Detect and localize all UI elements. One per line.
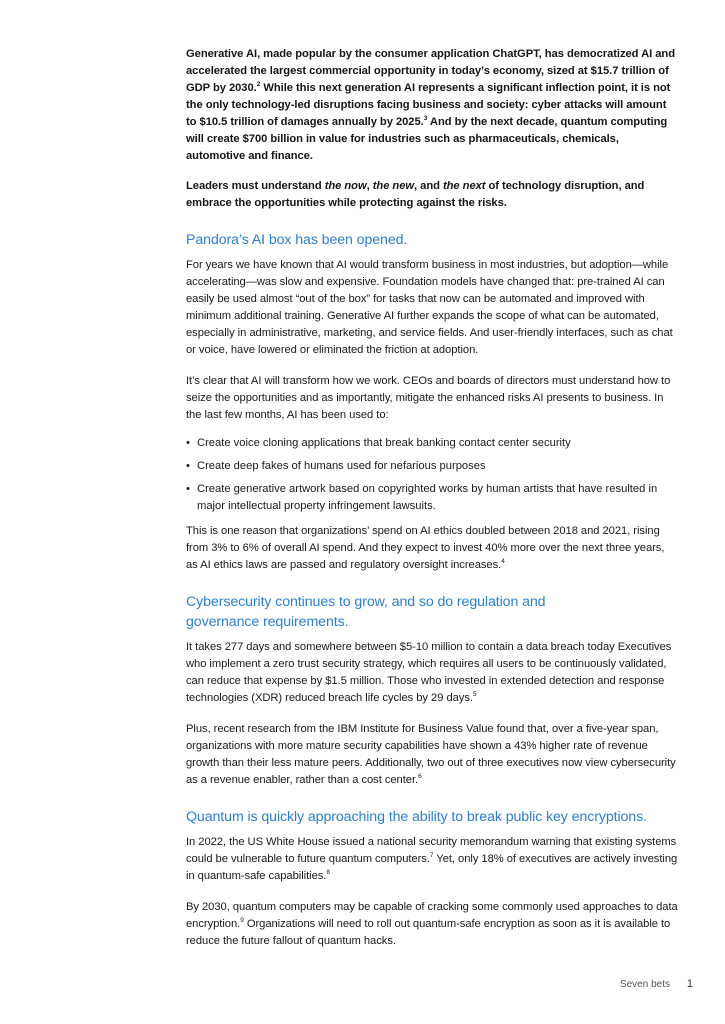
section-cyber-paragraph-1: It takes 277 days and somewhere between $5-10 million to contain a data breach today Executives who implement a zero trust security strategy, which requires all users to be continuously validated, can reduce that expense by $1.5 million. Those who invested in extended detection and response technologies (XDR) reduced breach life cycles by 29 days.$^5$ (186, 641, 672, 704)
list-item: • Create voice cloning applications that break banking contact center security (186, 435, 678, 452)
intro (186, 46, 678, 212)
document-page (186, 46, 678, 950)
footnote-ref[interactable]: 4 (501, 558, 505, 565)
list-item: • Create generative artwork based on copyrighted works by human artists that have resulted in major intellectual property infringement lawsuits. (186, 481, 678, 515)
section-ai-paragraph-2: It’s clear that AI will transform how we work. CEOs and boards of directors must understand how to seize the opportunities and as importantly, mitigate the enhanced risks AI presents to business. In the last few months, AI has been used to: (186, 375, 671, 421)
ai-uses-list (186, 435, 678, 515)
footnote-ref[interactable]: 3 (423, 115, 428, 122)
section-ai-paragraph-1: For years we have known that AI would transform business in most industries, but adoption—while accelerating—was slow and expensive. Foundation models have changed that: pre-trained AI can easily be used almost “out of the box” for tasks that now can be automated and improved with minimum additional training. Generative AI further expands the scope of what can be automated, especially in administrative, marketing, and service fields. And user-friendly interfaces, such as chat or voice, have lowered or eliminated the friction at adoption. (186, 259, 673, 356)
intro-paragraph-1: Generative AI, made popular by the consumer application ChatGPT, has democratized AI and accelerated the largest commercial opportunity in today’s economy, sized at $15.7 trillion of GDP by 2030.$^2$ While this next generation AI represents a significant inflection point, it is not the only technology-led disruptions facing business and society: cyber attacks will amount to $10.5 trillion of damages annually by 2025.$^3$ And by the next decade, quantum computing will create $700 billion in value for industries such as pharmaceuticals, chemicals, automotive and finance. (186, 48, 675, 162)
page-footer (0, 979, 725, 995)
section-heading-ai: Pandora’s AI box has been opened. (186, 232, 408, 248)
footnote-ref[interactable]: 8 (326, 869, 330, 876)
page-number: 1 (686, 978, 693, 990)
intro-paragraph-2: Leaders must understand the now, the new, and the next of technology disruption, and embrace the opportunities while protecting against the risks. (186, 180, 645, 209)
footnote-ref[interactable]: 7 (429, 852, 434, 859)
footer-label: Seven bets (619, 979, 670, 990)
section-heading-cybersecurity: Cybersecurity continues to grow, and so do regulation and governance requirements. (186, 594, 546, 630)
footnote-ref[interactable]: 9 (240, 917, 244, 924)
section-ai-paragraph-3: This is one reason that organizations’ spend on AI ethics doubled between 2018 and 2021, rising from 3% to 6% of overall AI spend. And they expect to invest 40% more over the next three years, as AI ethics laws are passed and regulatory oversight increases.$^4$ (186, 525, 665, 571)
footnote-ref[interactable]: 2 (256, 81, 261, 88)
section-cyber-paragraph-2: Plus, recent research from the IBM Institute for Business Value found that, over a five-year span, organizations with more mature security capabilities have shown a 43% higher rate of revenue growth than their less mature peers. Additionally, two out of three executives now view cybersecurity as a revenue enabler, rather than a cost center.$^6$ (186, 723, 676, 786)
list-item: • Create deep fakes of humans used for nefarious purposes (186, 458, 678, 475)
footnote-ref[interactable]: 6 (418, 773, 422, 780)
footnote-ref[interactable]: 5 (472, 691, 477, 698)
section-heading-quantum: Quantum is quickly approaching the ability to break public key encryptions. (186, 809, 647, 825)
section-quantum-paragraph-1: In 2022, the US White House issued a national security memorandum warning that existing systems could be vulnerable to future quantum computers.$^7$ Yet, only 18% of executives are actively investing in quantum-safe capabilities.$^8$ (186, 836, 678, 882)
section-quantum-paragraph-2: By 2030, quantum computers may be capable of cracking some commonly used approaches to data encryption.$^9$ Organizations will need to roll out quantum-safe encryption as soon as it is available to reduce the future fallout of quantum hacks. (186, 901, 678, 947)
